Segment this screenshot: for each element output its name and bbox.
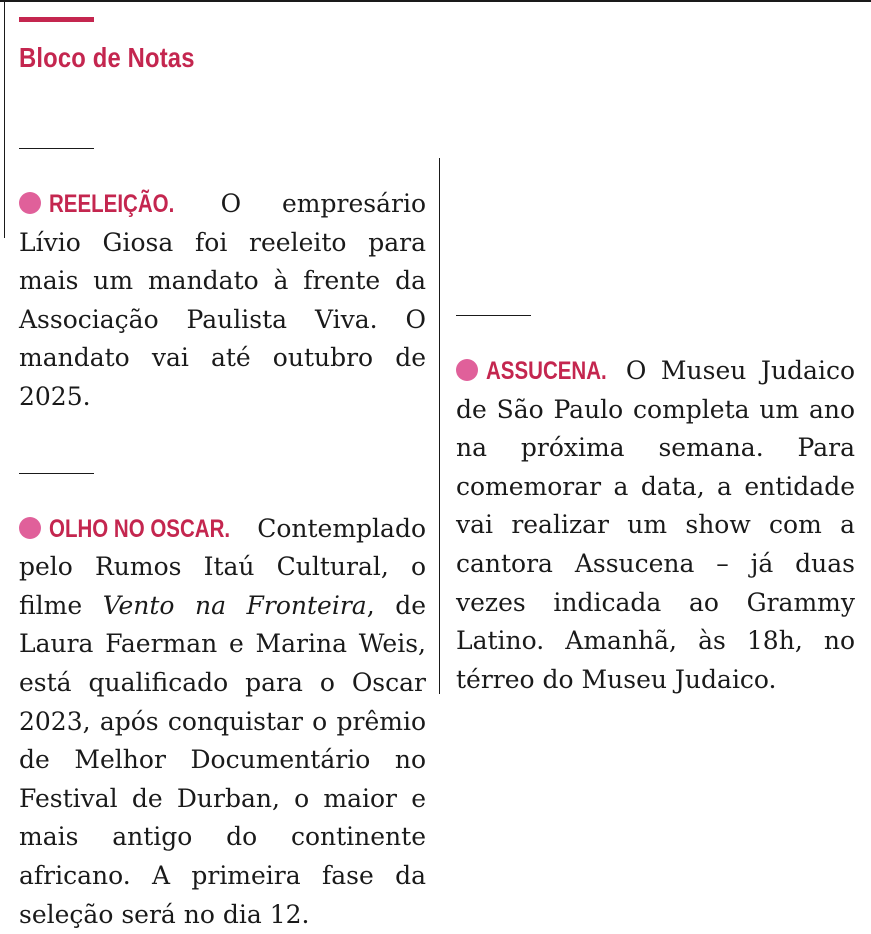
note-keyword: ASSUCENA. bbox=[486, 357, 607, 385]
bullet-dot-icon bbox=[19, 517, 41, 539]
section-title: Bloco de Notas bbox=[19, 42, 195, 73]
note-keyword: OLHO NO OSCAR. bbox=[49, 514, 231, 543]
item-rule bbox=[456, 315, 531, 316]
column-left bbox=[19, 148, 426, 934]
note-keyword: REELEIÇÃO. bbox=[49, 190, 175, 218]
bullet-dot-icon bbox=[456, 359, 478, 381]
top-rule bbox=[0, 0, 871, 2]
column-right bbox=[456, 145, 855, 699]
note-text: O empresário Lívio Giosa foi reeleito para mais um mandato à frente da Associação Paulista Viva. O mandato vai até outubro de 2025. bbox=[19, 189, 426, 411]
note-oscar bbox=[19, 510, 426, 934]
note-assucena bbox=[456, 352, 855, 699]
note-text: , de Laura Faerman e Marina Weis, está qualificado para o Oscar 2023, após conquistar o prêmio de Melhor Documentário no Festival de Durban, o maior e mais antigo do continente africano. A primeira fase da seleção será no dia 12. bbox=[19, 590, 426, 929]
item-rule bbox=[19, 473, 94, 474]
note-text: Contemplado pelo Rumos Itaú Cultural, o filme bbox=[19, 513, 426, 620]
left-rule bbox=[4, 0, 5, 238]
film-title: Vento na Fronteira bbox=[102, 590, 367, 620]
column-divider bbox=[439, 158, 440, 694]
bullet-dot-icon bbox=[19, 192, 41, 214]
note-reeleicao bbox=[19, 185, 426, 417]
note-text: O Museu Judaico de São Paulo completa um ano na próxima semana. Para comemorar a data, a entidade vai realizar um show com a cantora Assucena – já duas vezes indicada ao Grammy Latino. Amanhã, às 18h, no térreo do Museu Judaico. bbox=[456, 356, 855, 694]
section-accent-bar bbox=[19, 17, 94, 22]
item-rule bbox=[19, 148, 94, 149]
continued-space bbox=[456, 145, 855, 315]
